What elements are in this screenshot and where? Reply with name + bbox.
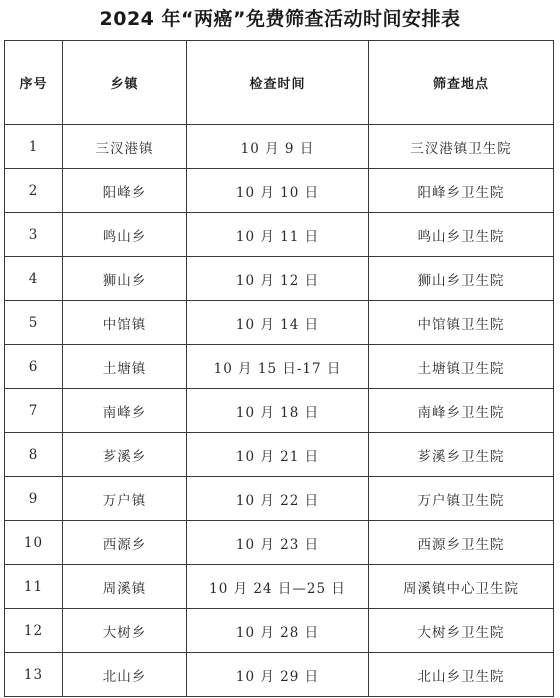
- table-row: [5, 301, 554, 345]
- cell-exam-time: 10 月 24 日—25 日: [187, 565, 369, 609]
- cell-township: 三汊港镇: [63, 125, 187, 169]
- cell-screening-location: 南峰乡卫生院: [369, 389, 554, 433]
- cell-township: 鸣山乡: [63, 213, 187, 257]
- table-row: [5, 345, 554, 389]
- cell-exam-time: 10 月 18 日: [187, 389, 369, 433]
- cell-screening-location: 大树乡卫生院: [369, 609, 554, 653]
- header-township: 乡镇: [63, 41, 187, 125]
- table-row: [5, 653, 554, 697]
- table-row: [5, 389, 554, 433]
- table-row: [5, 125, 554, 169]
- cell-serial-number: 8: [5, 433, 63, 477]
- cell-exam-time: 10 月 28 日: [187, 609, 369, 653]
- cell-screening-location: 周溪镇中心卫生院: [369, 565, 554, 609]
- cell-serial-number: 7: [5, 389, 63, 433]
- cell-serial-number: 6: [5, 345, 63, 389]
- cell-exam-time: 10 月 10 日: [187, 169, 369, 213]
- table-row: [5, 565, 554, 609]
- cell-township: 西源乡: [63, 521, 187, 565]
- table-header: [5, 41, 554, 125]
- cell-township: 周溪镇: [63, 565, 187, 609]
- cell-serial-number: 5: [5, 301, 63, 345]
- table-row: [5, 169, 554, 213]
- cell-exam-time: 10 月 29 日: [187, 653, 369, 697]
- header-screening-location: 筛查地点: [369, 41, 554, 125]
- header-exam-time: 检查时间: [187, 41, 369, 125]
- document-title: 2024 年“两癌”免费筛查活动时间安排表: [99, 8, 461, 30]
- cell-exam-time: 10 月 15 日-17 日: [187, 345, 369, 389]
- cell-screening-location: 鸣山乡卫生院: [369, 213, 554, 257]
- cell-township: 大树乡: [63, 609, 187, 653]
- cell-exam-time: 10 月 22 日: [187, 477, 369, 521]
- screening-schedule-table: [4, 40, 554, 697]
- cell-screening-location: 土塘镇卫生院: [369, 345, 554, 389]
- cell-serial-number: 1: [5, 125, 63, 169]
- cell-exam-time: 10 月 21 日: [187, 433, 369, 477]
- cell-exam-time: 10 月 14 日: [187, 301, 369, 345]
- cell-exam-time: 10 月 23 日: [187, 521, 369, 565]
- cell-exam-time: 10 月 11 日: [187, 213, 369, 257]
- cell-township: 芗溪乡: [63, 433, 187, 477]
- cell-screening-location: 三汊港镇卫生院: [369, 125, 554, 169]
- cell-township: 中馆镇: [63, 301, 187, 345]
- header-serial-number: 序号: [5, 41, 63, 125]
- cell-township: 万户镇: [63, 477, 187, 521]
- table-row: [5, 257, 554, 301]
- cell-serial-number: 10: [5, 521, 63, 565]
- cell-township: 南峰乡: [63, 389, 187, 433]
- cell-screening-location: 北山乡卫生院: [369, 653, 554, 697]
- cell-serial-number: 11: [5, 565, 63, 609]
- cell-serial-number: 9: [5, 477, 63, 521]
- cell-serial-number: 4: [5, 257, 63, 301]
- cell-exam-time: 10 月 12 日: [187, 257, 369, 301]
- cell-township: 阳峰乡: [63, 169, 187, 213]
- table-row: [5, 609, 554, 653]
- cell-screening-location: 中馆镇卫生院: [369, 301, 554, 345]
- table-row: [5, 433, 554, 477]
- cell-serial-number: 13: [5, 653, 63, 697]
- header-row: [5, 41, 554, 125]
- cell-serial-number: 12: [5, 609, 63, 653]
- table-body: [5, 125, 554, 697]
- cell-township: 北山乡: [63, 653, 187, 697]
- cell-township: 狮山乡: [63, 257, 187, 301]
- cell-screening-location: 芗溪乡卫生院: [369, 433, 554, 477]
- cell-exam-time: 10 月 9 日: [187, 125, 369, 169]
- cell-serial-number: 3: [5, 213, 63, 257]
- table-row: [5, 521, 554, 565]
- cell-serial-number: 2: [5, 169, 63, 213]
- cell-screening-location: 西源乡卫生院: [369, 521, 554, 565]
- cell-screening-location: 阳峰乡卫生院: [369, 169, 554, 213]
- cell-screening-location: 狮山乡卫生院: [369, 257, 554, 301]
- table-row: [5, 213, 554, 257]
- table-row: [5, 477, 554, 521]
- cell-screening-location: 万户镇卫生院: [369, 477, 554, 521]
- cell-township: 土塘镇: [63, 345, 187, 389]
